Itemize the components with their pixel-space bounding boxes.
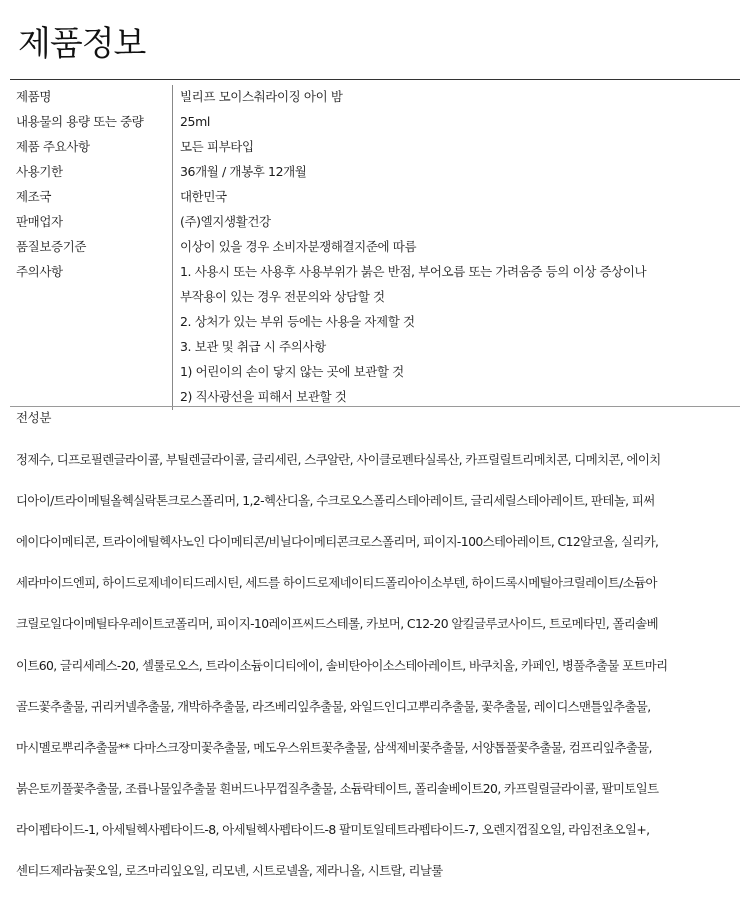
ingredients-line: 디아이/트라이메틸올헥실락톤크로스폴리머, 1,2-헥산디올, 수크로오스폴리스테아레이트, 글리세릴스테아레이트, 판테놀, 피써 (16, 492, 655, 508)
ingredients-line: 이트60, 글리세레스-20, 셀룰로오스, 트라이소듐이디티에이, 솔비탄아이소스테아레이트, 바쿠치올, 카페인, 병풀추출물 포트마리 (16, 657, 668, 673)
caution-text: 1. 사용시 또는 사용후 사용부위가 붉은 반점, 부어오름 또는 가려움증 등의 이상 증상이나 (180, 264, 647, 279)
column-divider (172, 310, 173, 335)
caution-text: 2) 직사광선을 피해서 보관할 것 (180, 389, 347, 404)
row-label: 제품 주요사항 (16, 139, 90, 154)
row-value: 빌리프 모이스춰라이징 아이 밤 (180, 89, 343, 104)
column-divider (172, 185, 173, 210)
ingredients-line: 정제수, 디프로필렌글라이콜, 부틸렌글라이콜, 글리세린, 스쿠알란, 사이클로펜타실록산, 카프릴릴트리메치콘, 디메치콘, 에이치 (16, 451, 661, 467)
row-label: 내용물의 용량 또는 중량 (16, 114, 144, 129)
row-label: 사용기한 (16, 164, 63, 179)
caution-line (10, 260, 740, 285)
row-label: 판매업자 (16, 214, 63, 229)
info-row-key-specs (10, 135, 740, 160)
info-row-volume (10, 110, 740, 135)
ingredients-line: 라이펩타이드-1, 아세틸헥사펩타이드-8, 아세틸헥사펩타이드-8 팔미토일테트라펩타이드-7, 오렌지껍질오일, 라임전초오일+, (16, 822, 650, 838)
column-divider (172, 160, 173, 185)
page-title: 제품정보 (18, 24, 146, 64)
ingredients-list (16, 429, 740, 903)
row-label: 제조국 (16, 189, 52, 204)
ingredients-line: 에이다이메티콘, 트라이에틸헥사노인 다이메티콘/비닐다이메티콘크로스폴리머, 피이지-100스테아레이트, C12알코올, 실리카, (16, 533, 659, 549)
column-divider (172, 360, 173, 385)
row-value: 모든 피부타입 (180, 139, 254, 154)
ingredients-line: 마시멜로뿌리추출물** 다마스크장미꽃추출물, 메도우스위트꽃추출물, 삼색제비꽃추출물, 서양톱풀꽃추출물, 컴프리잎추출물, (16, 739, 652, 755)
ingredients-line: 세라마이드엔피, 하이드로제네이티드레시틴, 세드를 하이드로제네이티드폴리아이소부텐, 하이드록시메틸아크릴레이트/소듐아 (16, 575, 657, 591)
ingredients-line: 골드꽃추출물, 귀리커넬추출물, 개박하추출물, 라즈베리잎추출물, 와일드인디고뿌리추출물, 꽃추출물, 레이디스맨틀잎추출물, (16, 698, 651, 714)
column-divider (172, 135, 173, 160)
info-row-country (10, 185, 740, 210)
ingredients-line: 센티드제라늄꽃오일, 로즈마리잎오일, 리모넨, 시트로넬올, 제라니올, 시트랄, 리날룰 (16, 863, 443, 879)
column-divider (172, 110, 173, 135)
caution-text: 3. 보관 및 취급 시 주의사항 (180, 339, 326, 354)
caution-line (10, 360, 740, 385)
row-label: 품질보증기준 (16, 239, 87, 254)
row-label: 제품명 (16, 89, 52, 104)
caution-label: 주의사항 (16, 264, 63, 279)
product-info-table (10, 85, 740, 410)
ingredients-line: 크릴로일다이메틸타우레이트코폴리머, 피이지-10레이프씨드스테롤, 카보머, C12-20 알킬글루코사이드, 트로메타민, 폴리솔베 (16, 616, 658, 632)
caution-line (10, 310, 740, 335)
row-value: 36개월 / 개봉후 12개월 (180, 164, 307, 179)
info-row-product-name (10, 85, 740, 110)
ingredients-line: 붉은토끼풀꽃추출물, 조릅나물잎추출물 흰버드나무껍질추출물, 소듐락테이트, 폴리솔베이트20, 카프릴릴글라이콜, 팔미토일트 (16, 781, 659, 797)
column-divider (172, 85, 173, 110)
caution-line (10, 285, 740, 310)
caution-text: 부작용이 있는 경우 전문의와 상담할 것 (180, 289, 385, 304)
row-value: (주)엘지생활건강 (180, 214, 271, 229)
row-value: 이상이 있을 경우 소비자분쟁해결지준에 따름 (180, 239, 417, 254)
column-divider (172, 260, 173, 285)
row-value: 25ml (180, 114, 210, 129)
ingredients-label: 전성분 (16, 410, 52, 425)
caution-text: 2. 상처가 있는 부위 등에는 사용을 자제할 것 (180, 314, 415, 329)
top-divider (10, 79, 740, 80)
info-row-warranty (10, 235, 740, 260)
column-divider (172, 335, 173, 360)
ingredients-divider (10, 406, 740, 407)
column-divider (172, 285, 173, 310)
info-row-expiry (10, 160, 740, 185)
caution-text: 1) 어린이의 손이 닿지 않는 곳에 보관할 것 (180, 364, 404, 379)
column-divider (172, 210, 173, 235)
caution-line (10, 335, 740, 360)
row-value: 대한민국 (180, 189, 227, 204)
info-row-seller (10, 210, 740, 235)
column-divider (172, 235, 173, 260)
